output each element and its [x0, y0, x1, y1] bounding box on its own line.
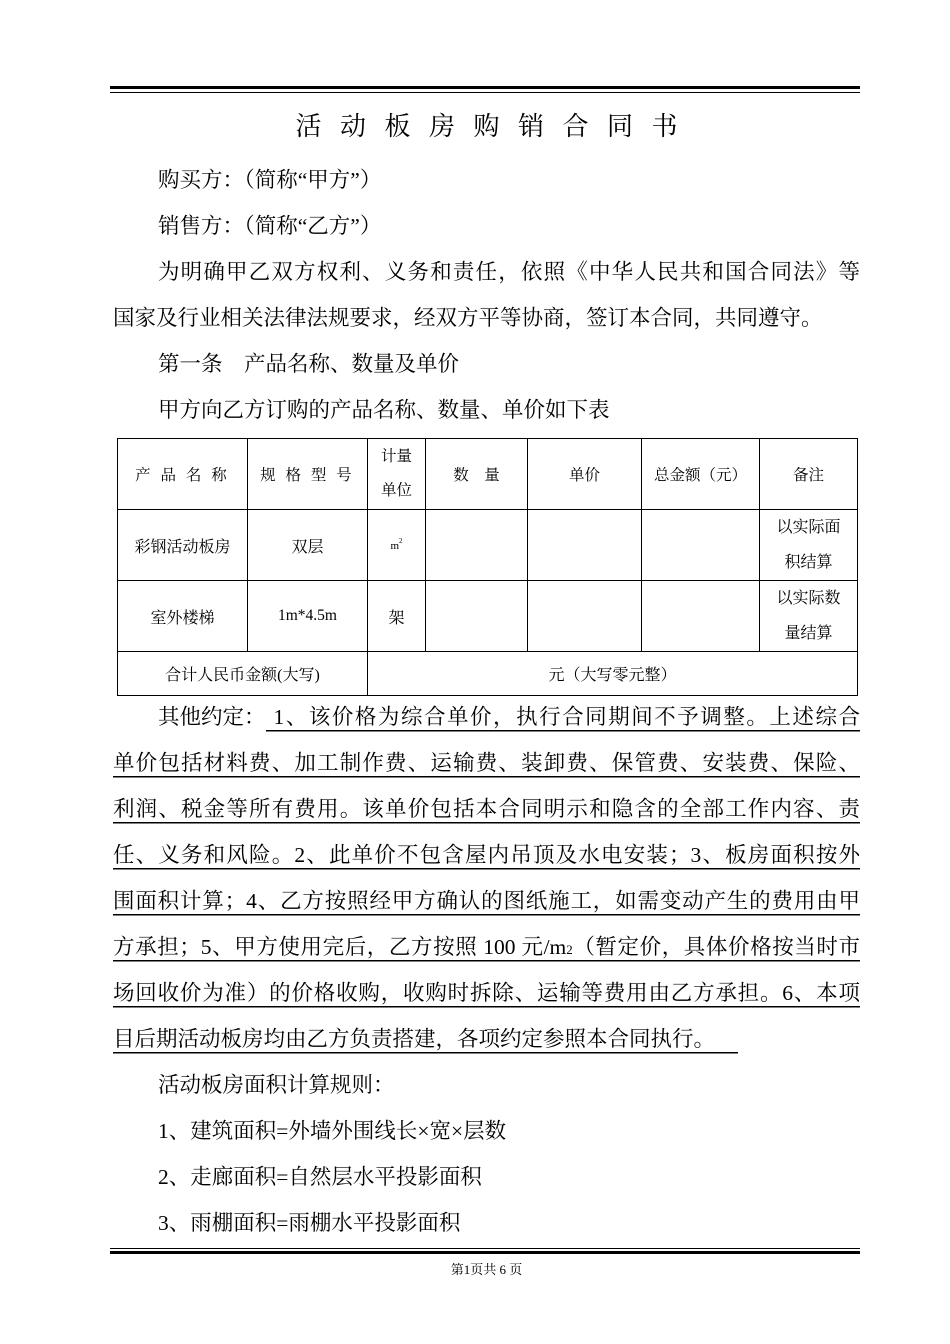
header-quantity: 数 量	[426, 439, 528, 510]
header-product-name-text: 产 品 名 称	[135, 467, 230, 484]
header-spec	[248, 439, 368, 510]
area-rule-item: 1、建筑面积=外墙外围线长×宽×层数	[158, 1119, 507, 1143]
header-unit-price: 单价	[528, 439, 642, 510]
header-total-amount: 总金额（元）	[642, 439, 760, 510]
cell-product-name: 彩钢活动板房	[118, 510, 248, 581]
cell-spec: 双层	[248, 510, 368, 581]
preamble	[113, 157, 860, 433]
header-note: 备注	[760, 439, 858, 510]
article-1-heading: 第一条 产品名称、数量及单价	[158, 352, 460, 376]
buyer-line: 购买方：（简称“甲方”）	[158, 168, 382, 192]
area-rule-item: 3、雨棚面积=雨棚水平投影面积	[158, 1211, 461, 1235]
area-rule-item: 2、走廊面积=自然层水平投影面积	[158, 1165, 482, 1189]
total-value: 元（大写零元整）	[368, 652, 858, 696]
cell-total-amount	[642, 510, 760, 581]
header-unit-text: 计量单位	[380, 448, 412, 499]
header-product-name	[118, 439, 248, 510]
cell-unit	[368, 510, 426, 581]
document-title: 活 动 板 房 购 销 合 同 书	[295, 112, 684, 141]
area-rules-heading: 活动板房面积计算规则：	[158, 1073, 395, 1097]
header-spec-text: 规 格 型 号	[260, 467, 355, 484]
other-terms-line-6-start: 方承担；5、甲方使用完后，乙方按照 100 元/m	[113, 935, 567, 959]
cell-note	[760, 581, 858, 652]
other-terms-line-6	[113, 924, 860, 970]
article-1-description: 甲方向乙方订购的产品名称、数量、单价如下表	[158, 398, 610, 422]
other-terms-line-4: 任、义务和风险。2、此单价不包含屋内吊顶及水电安装；3、板房面积按外	[113, 832, 860, 878]
other-terms-line-8: 目后期活动板房均由乙方负责搭建，各项约定参照本合同执行。	[113, 1016, 738, 1062]
other-terms-line-1	[113, 694, 860, 740]
area-unit-exponent: 2	[566, 943, 573, 957]
page-number: 第1页共 6 页	[450, 1262, 523, 1277]
cell-note-text: 以实际数量结算	[776, 590, 841, 642]
cell-product-name: 室外楼梯	[118, 581, 248, 652]
cell-quantity	[426, 510, 528, 581]
bottom-rule-thick	[110, 1251, 860, 1254]
intro-line-2: 国家及行业相关法律法规要求，经双方平等协商，签订本合同，共同遵守。	[113, 306, 823, 330]
top-rule-thin	[110, 92, 860, 93]
total-label: 合计人民币金额(大写)	[118, 652, 368, 696]
top-rule-thick	[110, 86, 860, 89]
other-terms-line-2: 单价包括材料费、加工制作费、运输费、装卸费、保管费、安装费、保险、	[113, 740, 860, 786]
other-terms-line-7: 场回收价为准）的价格收购，收购时拆除、运输等费用由乙方承担。6、本项	[113, 970, 860, 1016]
cell-note	[760, 510, 858, 581]
other-terms	[113, 694, 860, 1246]
intro-line-1: 为明确甲乙双方权利、义务和责任，依照《中华人民共和国合同法》等	[158, 260, 860, 284]
table-row	[118, 510, 858, 581]
other-terms-line-3: 利润、税金等所有费用。该单价包括本合同明示和隐含的全部工作内容、责	[113, 786, 860, 832]
cell-unit: 架	[368, 581, 426, 652]
table-total-row	[118, 652, 858, 696]
other-terms-label: 其他约定：	[158, 705, 266, 729]
cell-spec: 1m*4.5m	[248, 581, 368, 652]
unit-exponent: 2	[399, 536, 403, 545]
seller-line: 销售方：（简称“乙方”）	[158, 214, 382, 238]
cell-total-amount	[642, 581, 760, 652]
table-header-row	[118, 439, 858, 510]
other-terms-line-6-end: （暂定价，具体价格按当时市	[572, 935, 860, 959]
other-terms-line-5: 围面积计算；4、乙方按照经甲方确认的图纸施工，如需变动产生的费用由甲	[113, 878, 860, 924]
other-terms-text: 1、该价格为综合单价，执行合同期间不予调整。上述综合	[266, 694, 860, 740]
cell-unit-price	[528, 581, 642, 652]
unit-symbol: m	[390, 540, 400, 552]
cell-unit-price	[528, 510, 642, 581]
header-unit	[368, 439, 426, 510]
product-table	[117, 438, 858, 696]
cell-quantity	[426, 581, 528, 652]
cell-note-text: 以实际面积结算	[776, 519, 841, 571]
bottom-rule-thin	[110, 1248, 860, 1249]
table-row	[118, 581, 858, 652]
